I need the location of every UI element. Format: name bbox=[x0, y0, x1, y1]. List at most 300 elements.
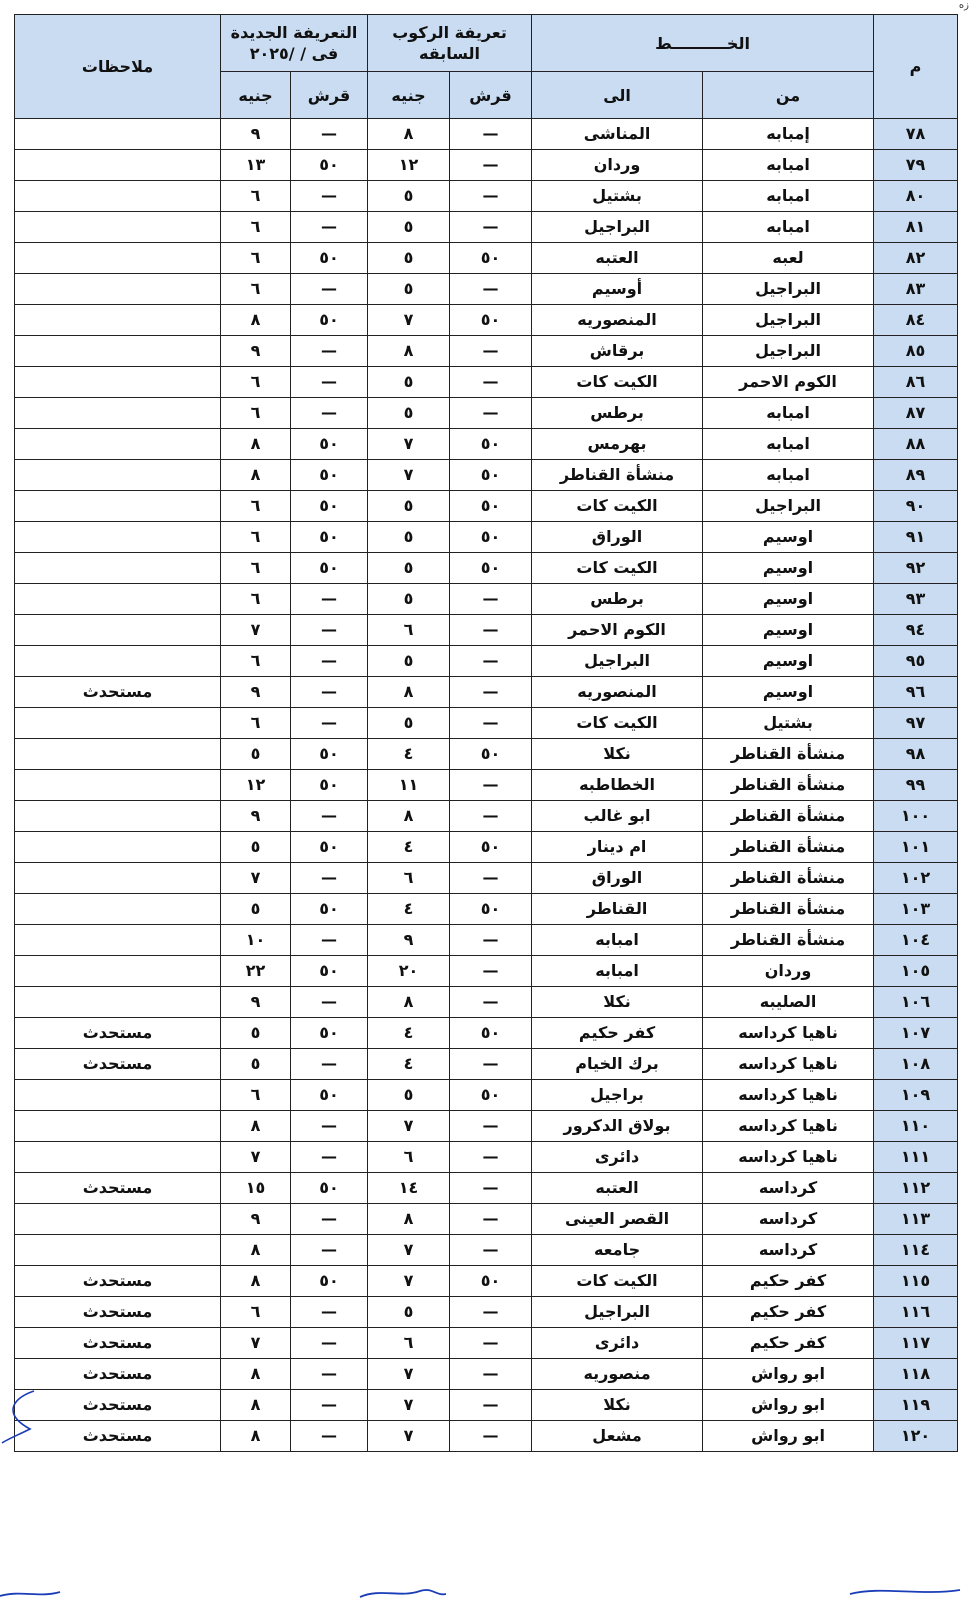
new-pound-cell: ٨ bbox=[221, 1421, 291, 1452]
notes-cell bbox=[15, 243, 221, 274]
old-pound-cell: ٥ bbox=[368, 491, 450, 522]
new-pound-cell: ٦ bbox=[221, 522, 291, 553]
old-piaster-cell: ٥٠ bbox=[450, 491, 532, 522]
to-cell: برك الخيام bbox=[532, 1049, 703, 1080]
old-piaster-cell: ٥٠ bbox=[450, 739, 532, 770]
from-cell: منشأة القناطر bbox=[703, 925, 874, 956]
new-pound-cell: ٩ bbox=[221, 1204, 291, 1235]
notes-cell bbox=[15, 770, 221, 801]
from-cell: الصليبه bbox=[703, 987, 874, 1018]
row-number-cell: ١١٧ bbox=[874, 1328, 958, 1359]
table-row bbox=[15, 956, 958, 987]
notes-cell bbox=[15, 956, 221, 987]
old-pound-cell: ٥ bbox=[368, 522, 450, 553]
new-pound-cell: ٦ bbox=[221, 553, 291, 584]
table-row bbox=[15, 677, 958, 708]
row-number-cell: ١٠٨ bbox=[874, 1049, 958, 1080]
old-pound-cell: ٥ bbox=[368, 274, 450, 305]
row-number-cell: ٩٣ bbox=[874, 584, 958, 615]
new-piaster-cell: — bbox=[291, 615, 368, 646]
new-piaster-cell: — bbox=[291, 1111, 368, 1142]
old-pound-cell: ٨ bbox=[368, 1204, 450, 1235]
old-piaster-cell: — bbox=[450, 274, 532, 305]
notes-cell bbox=[15, 863, 221, 894]
from-cell: لعبه bbox=[703, 243, 874, 274]
header-from: من bbox=[703, 72, 874, 119]
row-number-cell: ٧٩ bbox=[874, 150, 958, 181]
table-row bbox=[15, 1390, 958, 1421]
old-piaster-cell: — bbox=[450, 1359, 532, 1390]
to-cell: البراجيل bbox=[532, 646, 703, 677]
row-number-cell: ١٠٩ bbox=[874, 1080, 958, 1111]
row-number-cell: ٨٠ bbox=[874, 181, 958, 212]
new-piaster-cell: ٥٠ bbox=[291, 956, 368, 987]
notes-cell: مستحدث bbox=[15, 1173, 221, 1204]
from-cell: اوسيم bbox=[703, 677, 874, 708]
to-cell: العتبه bbox=[532, 1173, 703, 1204]
row-number-cell: ٨٤ bbox=[874, 305, 958, 336]
row-number-cell: ٧٨ bbox=[874, 119, 958, 150]
to-cell: بولاق الدكرور bbox=[532, 1111, 703, 1142]
new-piaster-cell: ٥٠ bbox=[291, 429, 368, 460]
new-piaster-cell: — bbox=[291, 1049, 368, 1080]
from-cell: كفر حكيم bbox=[703, 1266, 874, 1297]
notes-cell bbox=[15, 491, 221, 522]
new-piaster-cell: ٥٠ bbox=[291, 243, 368, 274]
old-pound-cell: ٤ bbox=[368, 832, 450, 863]
row-number-cell: ١١١ bbox=[874, 1142, 958, 1173]
new-pound-cell: ٥ bbox=[221, 1049, 291, 1080]
from-cell: امبابه bbox=[703, 398, 874, 429]
old-pound-cell: ٦ bbox=[368, 1328, 450, 1359]
notes-cell bbox=[15, 336, 221, 367]
old-pound-cell: ٧ bbox=[368, 305, 450, 336]
old-pound-cell: ٥ bbox=[368, 584, 450, 615]
row-number-cell: ٩٧ bbox=[874, 708, 958, 739]
to-cell: المنصوريه bbox=[532, 305, 703, 336]
row-number-cell: ٩٩ bbox=[874, 770, 958, 801]
row-number-cell: ٨٧ bbox=[874, 398, 958, 429]
old-piaster-cell: ٥٠ bbox=[450, 460, 532, 491]
new-pound-cell: ٩ bbox=[221, 801, 291, 832]
to-cell: الكيت كات bbox=[532, 1266, 703, 1297]
old-piaster-cell: — bbox=[450, 1235, 532, 1266]
row-number-cell: ١٠٣ bbox=[874, 894, 958, 925]
new-piaster-cell: ٥٠ bbox=[291, 1080, 368, 1111]
notes-cell: مستحدث bbox=[15, 1359, 221, 1390]
table-row bbox=[15, 553, 958, 584]
new-pound-cell: ٦ bbox=[221, 274, 291, 305]
from-cell: كفر حكيم bbox=[703, 1328, 874, 1359]
new-pound-cell: ٩ bbox=[221, 987, 291, 1018]
from-cell: كرداسه bbox=[703, 1235, 874, 1266]
new-pound-cell: ١٠ bbox=[221, 925, 291, 956]
old-pound-cell: ٢٠ bbox=[368, 956, 450, 987]
new-piaster-cell: — bbox=[291, 274, 368, 305]
to-cell: برطس bbox=[532, 398, 703, 429]
row-number-cell: ١٠٦ bbox=[874, 987, 958, 1018]
new-pound-cell: ٥ bbox=[221, 832, 291, 863]
header-route: الخــــــــــط bbox=[532, 15, 874, 72]
to-cell: الخطاطبه bbox=[532, 770, 703, 801]
new-pound-cell: ٧ bbox=[221, 1328, 291, 1359]
row-number-cell: ١٠٠ bbox=[874, 801, 958, 832]
to-cell: منشأة القناطر bbox=[532, 460, 703, 491]
old-piaster-cell: ٥٠ bbox=[450, 1266, 532, 1297]
old-pound-cell: ٨ bbox=[368, 987, 450, 1018]
old-pound-cell: ٤ bbox=[368, 894, 450, 925]
to-cell: برقاش bbox=[532, 336, 703, 367]
row-number-cell: ٨٦ bbox=[874, 367, 958, 398]
notes-cell bbox=[15, 987, 221, 1018]
new-piaster-cell: ٥٠ bbox=[291, 832, 368, 863]
old-piaster-cell: — bbox=[450, 1173, 532, 1204]
old-pound-cell: ٦ bbox=[368, 615, 450, 646]
old-pound-cell: ٥ bbox=[368, 553, 450, 584]
new-piaster-cell: ٥٠ bbox=[291, 1173, 368, 1204]
row-number-cell: ٩١ bbox=[874, 522, 958, 553]
old-pound-cell: ٤ bbox=[368, 1018, 450, 1049]
new-piaster-cell: — bbox=[291, 336, 368, 367]
to-cell: المناشى bbox=[532, 119, 703, 150]
new-piaster-cell: — bbox=[291, 677, 368, 708]
old-piaster-cell: ٥٠ bbox=[450, 1080, 532, 1111]
notes-cell: مستحدث bbox=[15, 1421, 221, 1452]
new-piaster-cell: ٥٠ bbox=[291, 894, 368, 925]
table-row bbox=[15, 398, 958, 429]
new-pound-cell: ٦ bbox=[221, 1080, 291, 1111]
notes-cell bbox=[15, 708, 221, 739]
old-piaster-cell: — bbox=[450, 1111, 532, 1142]
table-row bbox=[15, 894, 958, 925]
old-piaster-cell: — bbox=[450, 1328, 532, 1359]
old-piaster-cell: — bbox=[450, 615, 532, 646]
notes-cell: مستحدث bbox=[15, 1297, 221, 1328]
old-piaster-cell: — bbox=[450, 150, 532, 181]
new-piaster-cell: ٥٠ bbox=[291, 1266, 368, 1297]
to-cell: العتبه bbox=[532, 243, 703, 274]
row-number-cell: ١٠٧ bbox=[874, 1018, 958, 1049]
table-row bbox=[15, 801, 958, 832]
notes-cell: مستحدث bbox=[15, 1328, 221, 1359]
from-cell: اوسيم bbox=[703, 522, 874, 553]
from-cell: كفر حكيم bbox=[703, 1297, 874, 1328]
old-piaster-cell: — bbox=[450, 987, 532, 1018]
from-cell: بشتيل bbox=[703, 708, 874, 739]
old-piaster-cell: ٥٠ bbox=[450, 894, 532, 925]
notes-cell bbox=[15, 367, 221, 398]
old-pound-cell: ٧ bbox=[368, 460, 450, 491]
row-number-cell: ٨٥ bbox=[874, 336, 958, 367]
new-piaster-cell: ٥٠ bbox=[291, 491, 368, 522]
old-piaster-cell: — bbox=[450, 708, 532, 739]
from-cell: منشأة القناطر bbox=[703, 832, 874, 863]
to-cell: دائرى bbox=[532, 1328, 703, 1359]
table-row bbox=[15, 646, 958, 677]
new-piaster-cell: — bbox=[291, 584, 368, 615]
old-pound-cell: ٥ bbox=[368, 243, 450, 274]
old-pound-cell: ٧ bbox=[368, 1359, 450, 1390]
to-cell: القناطر bbox=[532, 894, 703, 925]
row-number-cell: ٨٣ bbox=[874, 274, 958, 305]
to-cell: نكلا bbox=[532, 987, 703, 1018]
table-row bbox=[15, 739, 958, 770]
row-number-cell: ١١٦ bbox=[874, 1297, 958, 1328]
to-cell: الكيت كات bbox=[532, 491, 703, 522]
header-new-fare-date: فى / /٢٠٢٥ bbox=[249, 44, 339, 63]
row-number-cell: ١١٩ bbox=[874, 1390, 958, 1421]
from-cell: امبابه bbox=[703, 181, 874, 212]
table-row bbox=[15, 1173, 958, 1204]
page-corner-mark: زه bbox=[958, 0, 969, 11]
notes-cell bbox=[15, 832, 221, 863]
table-row bbox=[15, 150, 958, 181]
handwritten-signature-bottom bbox=[0, 1582, 971, 1600]
to-cell: الكوم الاحمر bbox=[532, 615, 703, 646]
new-pound-cell: ٦ bbox=[221, 491, 291, 522]
row-number-cell: ٨٩ bbox=[874, 460, 958, 491]
row-number-cell: ٨٨ bbox=[874, 429, 958, 460]
table-row bbox=[15, 584, 958, 615]
new-pound-cell: ٧ bbox=[221, 863, 291, 894]
notes-cell bbox=[15, 181, 221, 212]
row-number-cell: ١٠٢ bbox=[874, 863, 958, 894]
notes-cell bbox=[15, 1235, 221, 1266]
notes-cell bbox=[15, 398, 221, 429]
new-pound-cell: ٧ bbox=[221, 615, 291, 646]
old-pound-cell: ١٤ bbox=[368, 1173, 450, 1204]
to-cell: ابو غالب bbox=[532, 801, 703, 832]
notes-cell bbox=[15, 274, 221, 305]
table-row bbox=[15, 1235, 958, 1266]
old-pound-cell: ٦ bbox=[368, 863, 450, 894]
old-piaster-cell: ٥٠ bbox=[450, 832, 532, 863]
old-piaster-cell: — bbox=[450, 863, 532, 894]
table-row bbox=[15, 615, 958, 646]
table-row bbox=[15, 336, 958, 367]
table-row bbox=[15, 1018, 958, 1049]
new-pound-cell: ٦ bbox=[221, 646, 291, 677]
from-cell: البراجيل bbox=[703, 336, 874, 367]
header-new-pound: جنيه bbox=[221, 72, 291, 119]
new-piaster-cell: ٥٠ bbox=[291, 739, 368, 770]
from-cell: امبابه bbox=[703, 212, 874, 243]
new-pound-cell: ٦ bbox=[221, 1297, 291, 1328]
table-row bbox=[15, 1328, 958, 1359]
notes-cell bbox=[15, 584, 221, 615]
new-pound-cell: ٨ bbox=[221, 1390, 291, 1421]
new-piaster-cell: — bbox=[291, 398, 368, 429]
old-pound-cell: ٥ bbox=[368, 367, 450, 398]
from-cell: ابو رواش bbox=[703, 1359, 874, 1390]
from-cell: اوسيم bbox=[703, 615, 874, 646]
old-piaster-cell: — bbox=[450, 770, 532, 801]
new-pound-cell: ٦ bbox=[221, 398, 291, 429]
new-pound-cell: ٢٢ bbox=[221, 956, 291, 987]
from-cell: اوسيم bbox=[703, 584, 874, 615]
row-number-cell: ٩٥ bbox=[874, 646, 958, 677]
old-pound-cell: ٥ bbox=[368, 181, 450, 212]
old-piaster-cell: — bbox=[450, 677, 532, 708]
notes-cell bbox=[15, 212, 221, 243]
new-pound-cell: ٦ bbox=[221, 367, 291, 398]
old-piaster-cell: — bbox=[450, 336, 532, 367]
table-row bbox=[15, 491, 958, 522]
notes-cell bbox=[15, 646, 221, 677]
row-number-cell: ٨٢ bbox=[874, 243, 958, 274]
new-pound-cell: ٩ bbox=[221, 119, 291, 150]
new-piaster-cell: — bbox=[291, 708, 368, 739]
row-number-cell: ٩٦ bbox=[874, 677, 958, 708]
table-row bbox=[15, 863, 958, 894]
old-piaster-cell: — bbox=[450, 119, 532, 150]
table-row bbox=[15, 522, 958, 553]
notes-cell bbox=[15, 1111, 221, 1142]
new-piaster-cell: — bbox=[291, 367, 368, 398]
from-cell: وردان bbox=[703, 956, 874, 987]
table-row bbox=[15, 987, 958, 1018]
old-pound-cell: ٧ bbox=[368, 1266, 450, 1297]
new-pound-cell: ٦ bbox=[221, 181, 291, 212]
new-piaster-cell: ٥٠ bbox=[291, 1018, 368, 1049]
row-number-cell: ١٠٤ bbox=[874, 925, 958, 956]
old-pound-cell: ٧ bbox=[368, 1111, 450, 1142]
old-piaster-cell: — bbox=[450, 212, 532, 243]
from-cell: امبابه bbox=[703, 460, 874, 491]
table-row bbox=[15, 1297, 958, 1328]
notes-cell bbox=[15, 615, 221, 646]
old-pound-cell: ٥ bbox=[368, 398, 450, 429]
new-pound-cell: ٦ bbox=[221, 584, 291, 615]
to-cell: الكيت كات bbox=[532, 367, 703, 398]
new-piaster-cell: — bbox=[291, 212, 368, 243]
to-cell: بشتيل bbox=[532, 181, 703, 212]
row-number-cell: ١١٠ bbox=[874, 1111, 958, 1142]
from-cell: الكوم الاحمر bbox=[703, 367, 874, 398]
table-row bbox=[15, 119, 958, 150]
to-cell: بهرمس bbox=[532, 429, 703, 460]
old-pound-cell: ٥ bbox=[368, 708, 450, 739]
new-pound-cell: ٨ bbox=[221, 1111, 291, 1142]
table-row bbox=[15, 925, 958, 956]
header-new-piaster: قرش bbox=[291, 72, 368, 119]
row-number-cell: ١١٤ bbox=[874, 1235, 958, 1266]
new-piaster-cell: ٥٠ bbox=[291, 770, 368, 801]
old-pound-cell: ٧ bbox=[368, 1390, 450, 1421]
from-cell: منشأة القناطر bbox=[703, 801, 874, 832]
new-piaster-cell: — bbox=[291, 119, 368, 150]
notes-cell bbox=[15, 522, 221, 553]
old-pound-cell: ٨ bbox=[368, 119, 450, 150]
from-cell: ناهيا كرداسه bbox=[703, 1018, 874, 1049]
notes-cell bbox=[15, 801, 221, 832]
table-row bbox=[15, 274, 958, 305]
notes-cell: مستحدث bbox=[15, 1390, 221, 1421]
from-cell: ابو رواش bbox=[703, 1390, 874, 1421]
from-cell: البراجيل bbox=[703, 274, 874, 305]
old-pound-cell: ٨ bbox=[368, 336, 450, 367]
from-cell: منشأة القناطر bbox=[703, 739, 874, 770]
old-pound-cell: ٥ bbox=[368, 1080, 450, 1111]
old-piaster-cell: — bbox=[450, 1204, 532, 1235]
row-number-cell: ٨١ bbox=[874, 212, 958, 243]
old-piaster-cell: — bbox=[450, 956, 532, 987]
table-row bbox=[15, 181, 958, 212]
notes-cell bbox=[15, 119, 221, 150]
notes-cell bbox=[15, 553, 221, 584]
table-row bbox=[15, 1359, 958, 1390]
from-cell: اوسيم bbox=[703, 646, 874, 677]
old-pound-cell: ٥ bbox=[368, 1297, 450, 1328]
header-new-fare bbox=[221, 15, 368, 72]
to-cell: الوراق bbox=[532, 522, 703, 553]
old-piaster-cell: — bbox=[450, 1390, 532, 1421]
new-pound-cell: ٨ bbox=[221, 1235, 291, 1266]
old-piaster-cell: ٥٠ bbox=[450, 522, 532, 553]
to-cell: نكلا bbox=[532, 739, 703, 770]
old-piaster-cell: — bbox=[450, 1142, 532, 1173]
to-cell: مشعل bbox=[532, 1421, 703, 1452]
new-piaster-cell: — bbox=[291, 1359, 368, 1390]
notes-cell bbox=[15, 460, 221, 491]
old-pound-cell: ٧ bbox=[368, 1235, 450, 1266]
from-cell: منشأة القناطر bbox=[703, 770, 874, 801]
new-piaster-cell: ٥٠ bbox=[291, 460, 368, 491]
table-row bbox=[15, 429, 958, 460]
old-pound-cell: ٥ bbox=[368, 212, 450, 243]
new-piaster-cell: — bbox=[291, 1390, 368, 1421]
to-cell: المنصوريه bbox=[532, 677, 703, 708]
new-piaster-cell: — bbox=[291, 181, 368, 212]
new-piaster-cell: — bbox=[291, 1235, 368, 1266]
fare-table bbox=[14, 14, 958, 1452]
new-piaster-cell: ٥٠ bbox=[291, 305, 368, 336]
row-number-cell: ٩٤ bbox=[874, 615, 958, 646]
table-row bbox=[15, 367, 958, 398]
notes-cell bbox=[15, 1204, 221, 1235]
old-pound-cell: ٧ bbox=[368, 429, 450, 460]
old-piaster-cell: — bbox=[450, 367, 532, 398]
table-row bbox=[15, 1421, 958, 1452]
header-to: الى bbox=[532, 72, 703, 119]
notes-cell: مستحدث bbox=[15, 677, 221, 708]
to-cell: البراجيل bbox=[532, 1297, 703, 1328]
old-pound-cell: ١٢ bbox=[368, 150, 450, 181]
new-piaster-cell: — bbox=[291, 1328, 368, 1359]
old-pound-cell: ٦ bbox=[368, 1142, 450, 1173]
old-pound-cell: ٤ bbox=[368, 1049, 450, 1080]
row-number-cell: ٩٢ bbox=[874, 553, 958, 584]
new-pound-cell: ٥ bbox=[221, 894, 291, 925]
header-notes: ملاحظات bbox=[15, 15, 221, 119]
new-pound-cell: ١٥ bbox=[221, 1173, 291, 1204]
new-piaster-cell: ٥٠ bbox=[291, 522, 368, 553]
new-piaster-cell: — bbox=[291, 925, 368, 956]
new-piaster-cell: — bbox=[291, 863, 368, 894]
notes-cell bbox=[15, 429, 221, 460]
new-pound-cell: ٧ bbox=[221, 1142, 291, 1173]
new-pound-cell: ٩ bbox=[221, 677, 291, 708]
to-cell: منصوريه bbox=[532, 1359, 703, 1390]
table-row bbox=[15, 1080, 958, 1111]
table-row bbox=[15, 1142, 958, 1173]
new-pound-cell: ٨ bbox=[221, 429, 291, 460]
old-piaster-cell: ٥٠ bbox=[450, 243, 532, 274]
new-piaster-cell: — bbox=[291, 1421, 368, 1452]
old-piaster-cell: — bbox=[450, 646, 532, 677]
old-piaster-cell: — bbox=[450, 398, 532, 429]
table-header bbox=[15, 15, 958, 119]
